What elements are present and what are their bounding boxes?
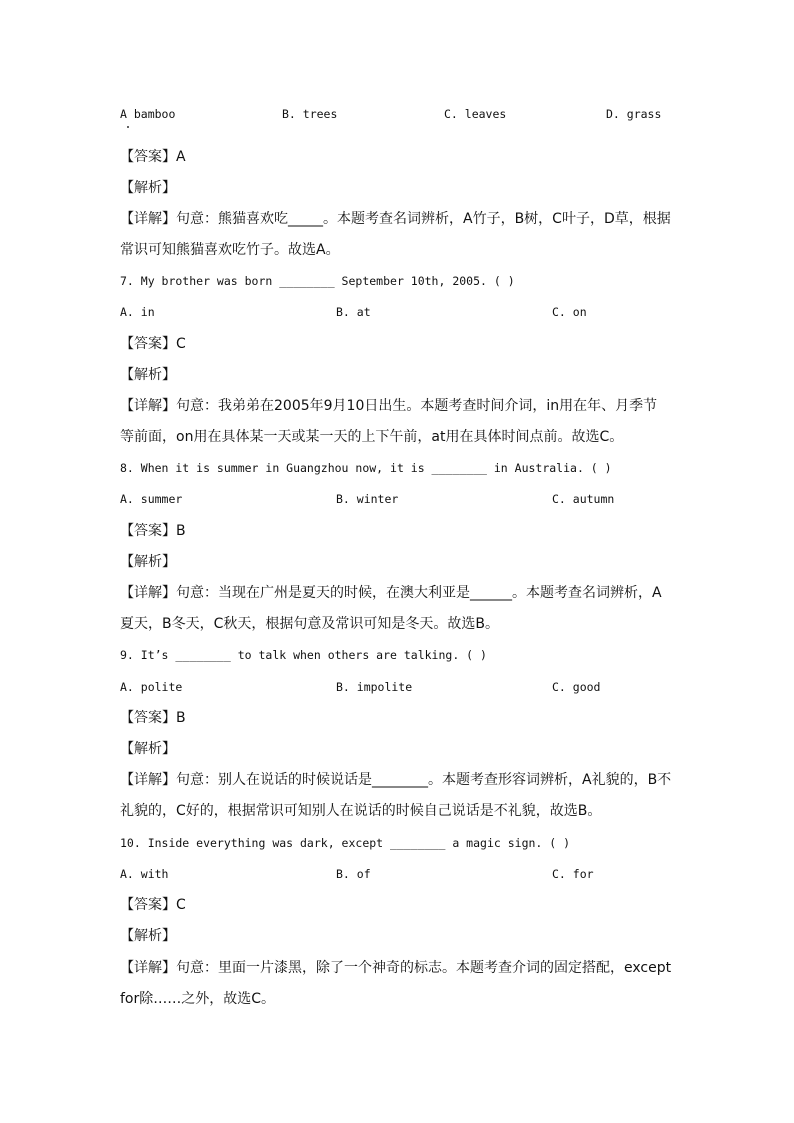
q7-option-c: C. on (552, 305, 587, 319)
q10-detail-line-1: 【详解】句意：里面一片漆黑，除了一个神奇的标志。本题考查介词的固定搭配，except (120, 960, 672, 976)
q7-question: 7. My brother was born ________ September 10th, 2005. ( ) (120, 274, 515, 288)
q7-option-b: B. at (336, 305, 371, 319)
q6-detail-line-2: 常识可知熊猫喜欢吃竹子。故选A。 (120, 242, 340, 258)
q9-detail-line-2: 礼貌的，C好的，根据常识可知别人在说话的时候自己说话是不礼貌，故选B。 (120, 803, 602, 819)
q6-analysis: 【解析】 (120, 180, 176, 196)
q10-option-a: A. with (120, 867, 169, 881)
q8-detail-line-2: 夏天，B冬天，C秋天，根据句意及常识可知是冬天。故选B。 (120, 616, 499, 632)
q10-detail-line-2: for除……之外，故选C。 (120, 991, 276, 1007)
q9-option-b: B. impolite (336, 680, 413, 694)
q6-detail-line-1: 【详解】句意：熊猫喜欢吃_____。本题考查名词辨析，A竹子，B树，C叶子，D草，根据 (120, 211, 671, 227)
q10-question: 10. Inside everything was dark, except ________ a magic sign. ( ) (120, 836, 571, 850)
q9-question: 9. It’s ________ to talk when others are talking. ( ) (120, 648, 487, 662)
q8-question: 8. When it is summer in Guangzhou now, it is ________ in Australia. ( ) (120, 461, 612, 475)
q6-option-c: C. leaves (444, 107, 507, 121)
q10-option-b: B. of (336, 867, 371, 881)
q8-analysis: 【解析】 (120, 554, 176, 570)
q8-detail-line-1: 【详解】句意：当现在广州是夏天的时候，在澳大利亚是______。本题考查名词辨析，A (120, 585, 662, 601)
q10-answer: 【答案】C (120, 897, 186, 913)
q9-answer: 【答案】B (120, 710, 186, 726)
q8-option-b: B. winter (336, 492, 399, 506)
q6-answer: 【答案】A (120, 149, 186, 165)
q7-option-a: A. in (120, 305, 155, 319)
q7-answer: 【答案】C (120, 336, 186, 352)
q6-option-b: B. trees (282, 107, 338, 121)
q9-analysis: 【解析】 (120, 741, 176, 757)
q8-option-a: A. summer (120, 492, 183, 506)
q7-detail-line-2: 等前面，on用在具体某一天或某一天的上下午前，at用在具体时间点前。故选C。 (120, 429, 624, 445)
dot-mark (127, 126, 129, 128)
q6-option-d: D. grass (606, 107, 662, 121)
q9-option-a: A. polite (120, 680, 183, 694)
q8-option-c: C. autumn (552, 492, 615, 506)
q9-detail-line-1: 【详解】句意：别人在说话的时候说话是________。本题考查形容词辨析，A礼貌的，B不 (120, 772, 672, 788)
q10-analysis: 【解析】 (120, 928, 176, 944)
q9-option-c: C. good (552, 680, 601, 694)
q8-answer: 【答案】B (120, 523, 186, 539)
q7-analysis: 【解析】 (120, 367, 176, 383)
q7-detail-line-1: 【详解】句意：我弟弟在2005年9月10日出生。本题考查时间介词，in用在年、月季节 (120, 398, 658, 414)
q6-option-a: A bamboo (120, 107, 176, 121)
q10-option-c: C. for (552, 867, 594, 881)
